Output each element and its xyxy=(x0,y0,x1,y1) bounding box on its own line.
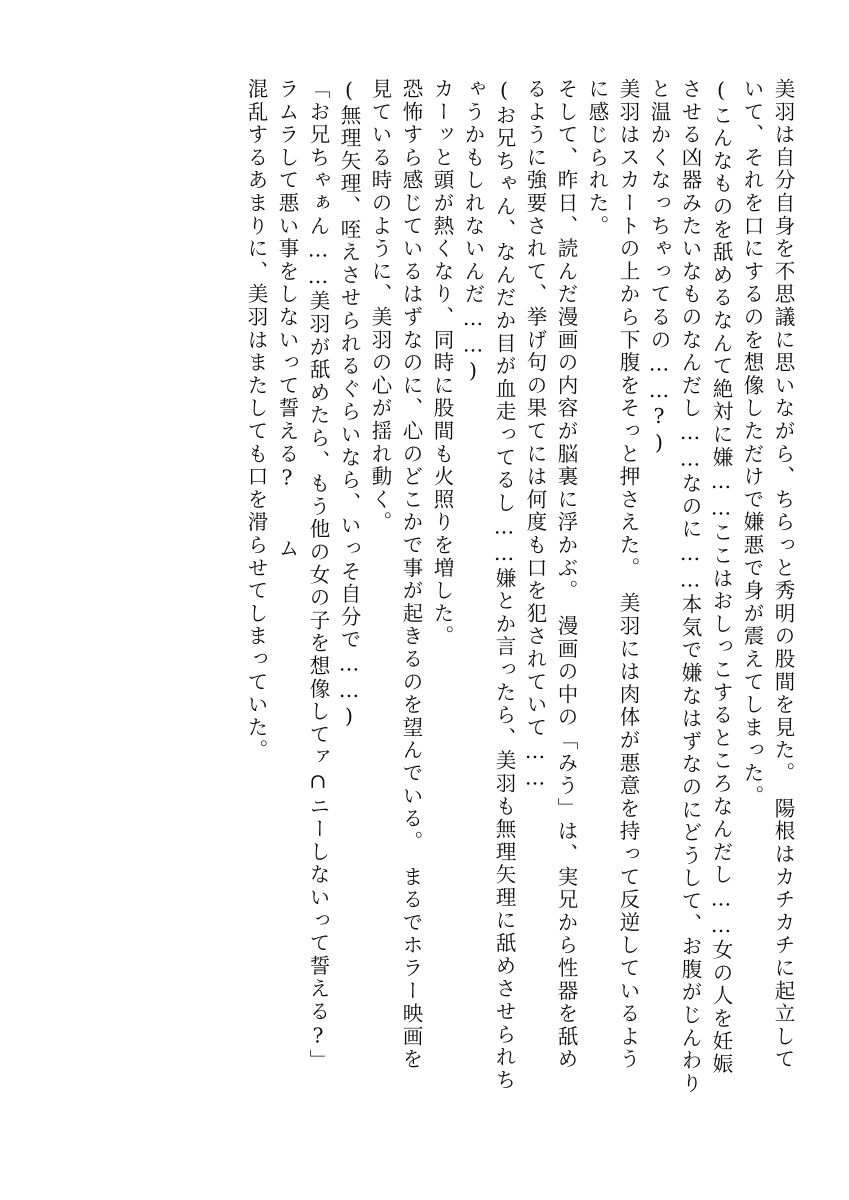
text-line: (こんなものを舐めるなんて絶対に嫌……ここはおしっこするところなんだし……女の人を妊娠 xyxy=(709,78,733,1076)
text-line: ラムラして悪い事をしないって誓える? ム xyxy=(275,78,299,561)
text-line: 美羽はスカートの上から下腹をそっと押さえた。 美羽には肉体が悪意を持って反逆しているよう xyxy=(616,78,640,1071)
vertical-text-block xyxy=(56,78,795,1096)
text-line: いて、それを口にするのを想像しただけで嫌悪で身が震えてしまった。 xyxy=(740,78,764,808)
text-line: そして、昨日、読んだ漫画の内容が脳裏に浮かぶ。 漫画の中の「みう」は、実兄から性器を舐め xyxy=(554,78,578,1071)
text-line: カーッと頭が熱くなり、同時に股間も火照りを増した。 xyxy=(430,78,454,648)
text-line: 見ている時のように、美羽の心が揺れ動く。 xyxy=(368,78,392,534)
text-line: (お兄ちゃん、なんだか目が血走ってるし……嫌とか言ったら、美羽も無理矢理に舐めさせられち xyxy=(492,78,516,1092)
text-line: 混乱するあまりに、美羽はまたしても口を滑らせてしまっていた。 xyxy=(244,78,268,762)
text-line: ゃうかもしれないんだ……) xyxy=(461,78,485,385)
text-line: るように強要されて、挙げ句の果てには何度も口を犯されていて…… xyxy=(523,78,547,792)
text-line: (無理矢理、咥えさせられるぐらいなら、いっそ自分で……) xyxy=(337,78,361,731)
text-line: に感じられた。 xyxy=(585,78,609,238)
text-line: 「お兄ちゃぁん……美羽が舐めたら、もう他の女の子を想像してァ∩ニーしないって誓える?」 xyxy=(306,78,330,1073)
text-line: 美羽は自分自身を不思議に思いながら、ちらっと秀明の股間を見た。 陽根はカチカチに起立して xyxy=(771,78,795,1071)
text-line: 恐怖すら感じているはずなのに、心のどこかで事が起きるのを望んでいる。 まるでホラー映画を xyxy=(399,78,423,1071)
text-line: させる凶器みたいなものなんだし……なのに……本気で嫌なはずなのにどうして、お腹がじんわり xyxy=(678,78,702,1096)
text-line: と温かくなっちゃってるの……?) xyxy=(647,78,671,457)
